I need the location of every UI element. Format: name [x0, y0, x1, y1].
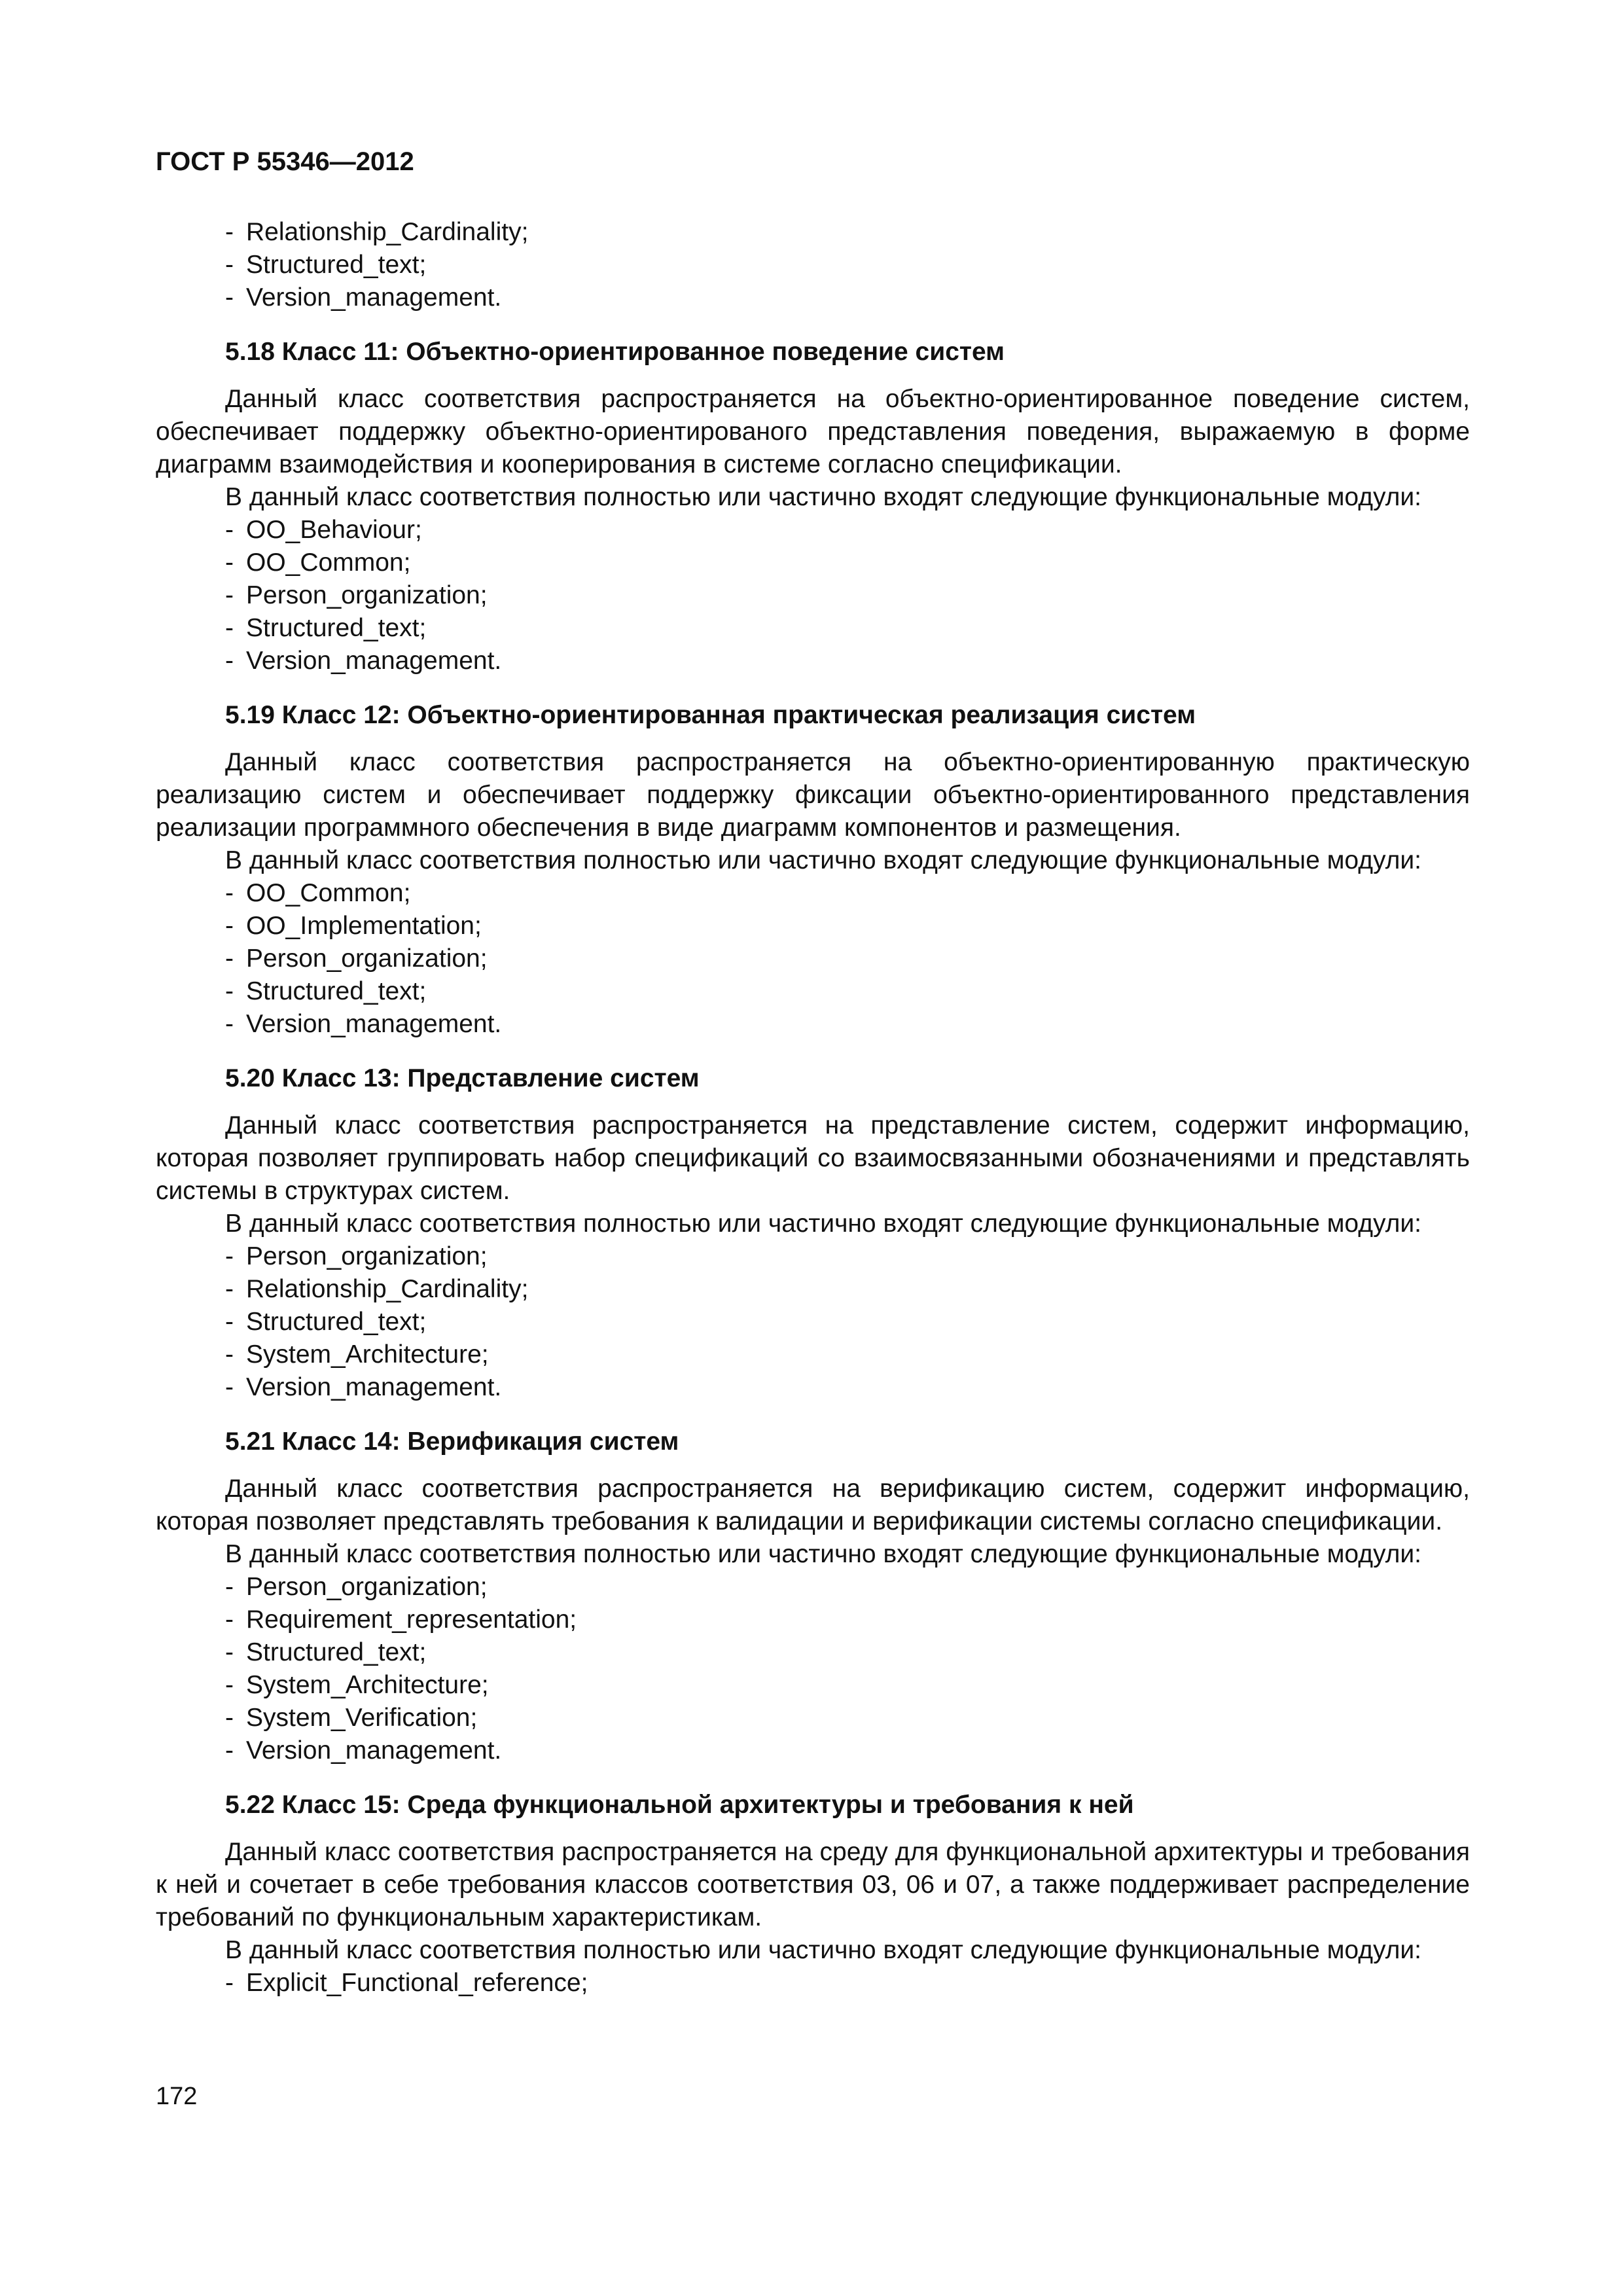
modules-intro: В данный класс соответствия полностью или частично входят следующие функциональные модули: [225, 483, 1422, 511]
list-item: - OO_Common; [156, 547, 1470, 579]
list-item: - Person_organization; [156, 1240, 1470, 1273]
list-item: - Person_organization; [156, 942, 1470, 975]
modules-intro: В данный класс соответствия полностью или частично входят следующие функциональные модули: [225, 1540, 1422, 1568]
list-item: - Version_management. [156, 1734, 1470, 1767]
list-item: - Requirement_representation; [156, 1604, 1470, 1636]
list-item: - System_Architecture; [156, 1669, 1470, 1702]
list-item: - Structured_text; [156, 1636, 1470, 1669]
list-item: - Relationship_Cardinality; [156, 216, 1470, 249]
section-title: 5.22 Класс 15: Среда функциональной архитектуры и требования к ней [225, 1791, 1134, 1819]
modules-list [156, 514, 1470, 677]
section-title: 5.21 Класс 14: Верификация систем [225, 1427, 679, 1456]
list-item: - Person_organization; [156, 579, 1470, 612]
list-dash: - [225, 1605, 234, 1634]
list-item: - Structured_text; [156, 612, 1470, 645]
list-dash: - [225, 1573, 234, 1601]
list-dash: - [225, 1638, 234, 1666]
list-item: - Person_organization; [156, 1571, 1470, 1604]
list-dash: - [225, 1275, 234, 1303]
modules-list [156, 1967, 1470, 2000]
modules-intro: В данный класс соответствия полностью или частично входят следующие функциональные модули: [225, 1936, 1422, 1964]
list-dash: - [225, 944, 234, 973]
section-title: 5.18 Класс 11: Объектно-ориентированное поведение систем [225, 338, 1005, 366]
list-item: - Version_management. [156, 1008, 1470, 1041]
section-title: 5.20 Класс 13: Представление систем [225, 1064, 700, 1092]
list-item: - Structured_text; [156, 249, 1470, 281]
section-5-19 [156, 699, 1470, 1041]
list-dash: - [225, 1969, 234, 1997]
list-dash: - [225, 879, 234, 907]
list-dash: - [225, 912, 234, 940]
section-5-18 [156, 336, 1470, 677]
section-5-20 [156, 1062, 1470, 1404]
list-dash: - [225, 1340, 234, 1369]
list-item: - OO_Common; [156, 877, 1470, 910]
list-dash: - [225, 581, 234, 609]
list-dash: - [225, 1704, 234, 1732]
list-dash: - [225, 251, 234, 279]
list-item: - OO_Implementation; [156, 910, 1470, 942]
section-paragraph: Данный класс соответствия распространяется на представление систем, содержит информацию, которая позволяет группировать набор спецификаций со взаимосвязанными обозначениями и представлять системы в структурах систем. [156, 1111, 1470, 1205]
list-dash: - [225, 614, 234, 642]
section-title: 5.19 Класс 12: Объектно-ориентированная практическая реализация систем [225, 701, 1196, 729]
list-dash: - [225, 1308, 234, 1336]
section-paragraph: Данный класс соответствия распространяется на объектно-ориентированную практическую реализацию систем и обеспечивает поддержку фиксации объектно-ориентированного представления реализации программного обеспечения в виде диаграмм компонентов и размещения. [156, 748, 1470, 842]
section-5-22 [156, 1789, 1470, 2000]
modules-list [156, 877, 1470, 1041]
modules-list [156, 1571, 1470, 1767]
document-page [156, 145, 1470, 2000]
list-item: - Explicit_Functional_reference; [156, 1967, 1470, 2000]
list-item: - Version_management. [156, 1371, 1470, 1404]
list-dash: - [225, 1010, 234, 1038]
list-item: - System_Verification; [156, 1702, 1470, 1734]
section-paragraph: Данный класс соответствия распространяется на объектно-ориентированное поведение систем, обеспечивает поддержку объектно-ориентированого представления поведения, выражаемую в форме диаграмм взаимодействия и кооперирования в системе согласно спецификации. [156, 385, 1470, 478]
list-item: - System_Architecture; [156, 1338, 1470, 1371]
list-item: - Version_management. [156, 281, 1470, 314]
list-dash: - [225, 516, 234, 544]
list-dash: - [225, 1242, 234, 1270]
intro-list [156, 216, 1470, 314]
section-paragraph: Данный класс соответствия распространяется на верификацию систем, содержит информацию, которая позволяет представлять требования к валидации и верификации системы согласно спецификации. [156, 1475, 1470, 1535]
list-item: - Structured_text; [156, 975, 1470, 1008]
list-item: - Version_management. [156, 645, 1470, 677]
page-number: 172 [156, 2083, 198, 2110]
modules-list [156, 1240, 1470, 1404]
list-item: - Structured_text; [156, 1306, 1470, 1338]
list-dash: - [225, 548, 234, 577]
modules-intro: В данный класс соответствия полностью или частично входят следующие функциональные модули: [225, 846, 1422, 874]
list-item: - OO_Behaviour; [156, 514, 1470, 547]
list-dash: - [225, 283, 234, 312]
list-dash: - [225, 977, 234, 1005]
list-dash: - [225, 1373, 234, 1401]
document-header: ГОСТ Р 55346—2012 [156, 147, 414, 176]
list-dash: - [225, 647, 234, 675]
section-5-21 [156, 1426, 1470, 1767]
list-dash: - [225, 1671, 234, 1699]
section-paragraph: Данный класс соответствия распространяется на среду для функциональной архитектуры и требования к ней и сочетает в себе требования классов соответствия 03, 06 и 07, а также поддерживает распределение требований по функциональным характеристикам. [156, 1838, 1470, 1931]
list-item: - Relationship_Cardinality; [156, 1273, 1470, 1306]
modules-intro: В данный класс соответствия полностью или частично входят следующие функциональные модули: [225, 1210, 1422, 1238]
list-dash: - [225, 218, 234, 246]
list-dash: - [225, 1736, 234, 1765]
